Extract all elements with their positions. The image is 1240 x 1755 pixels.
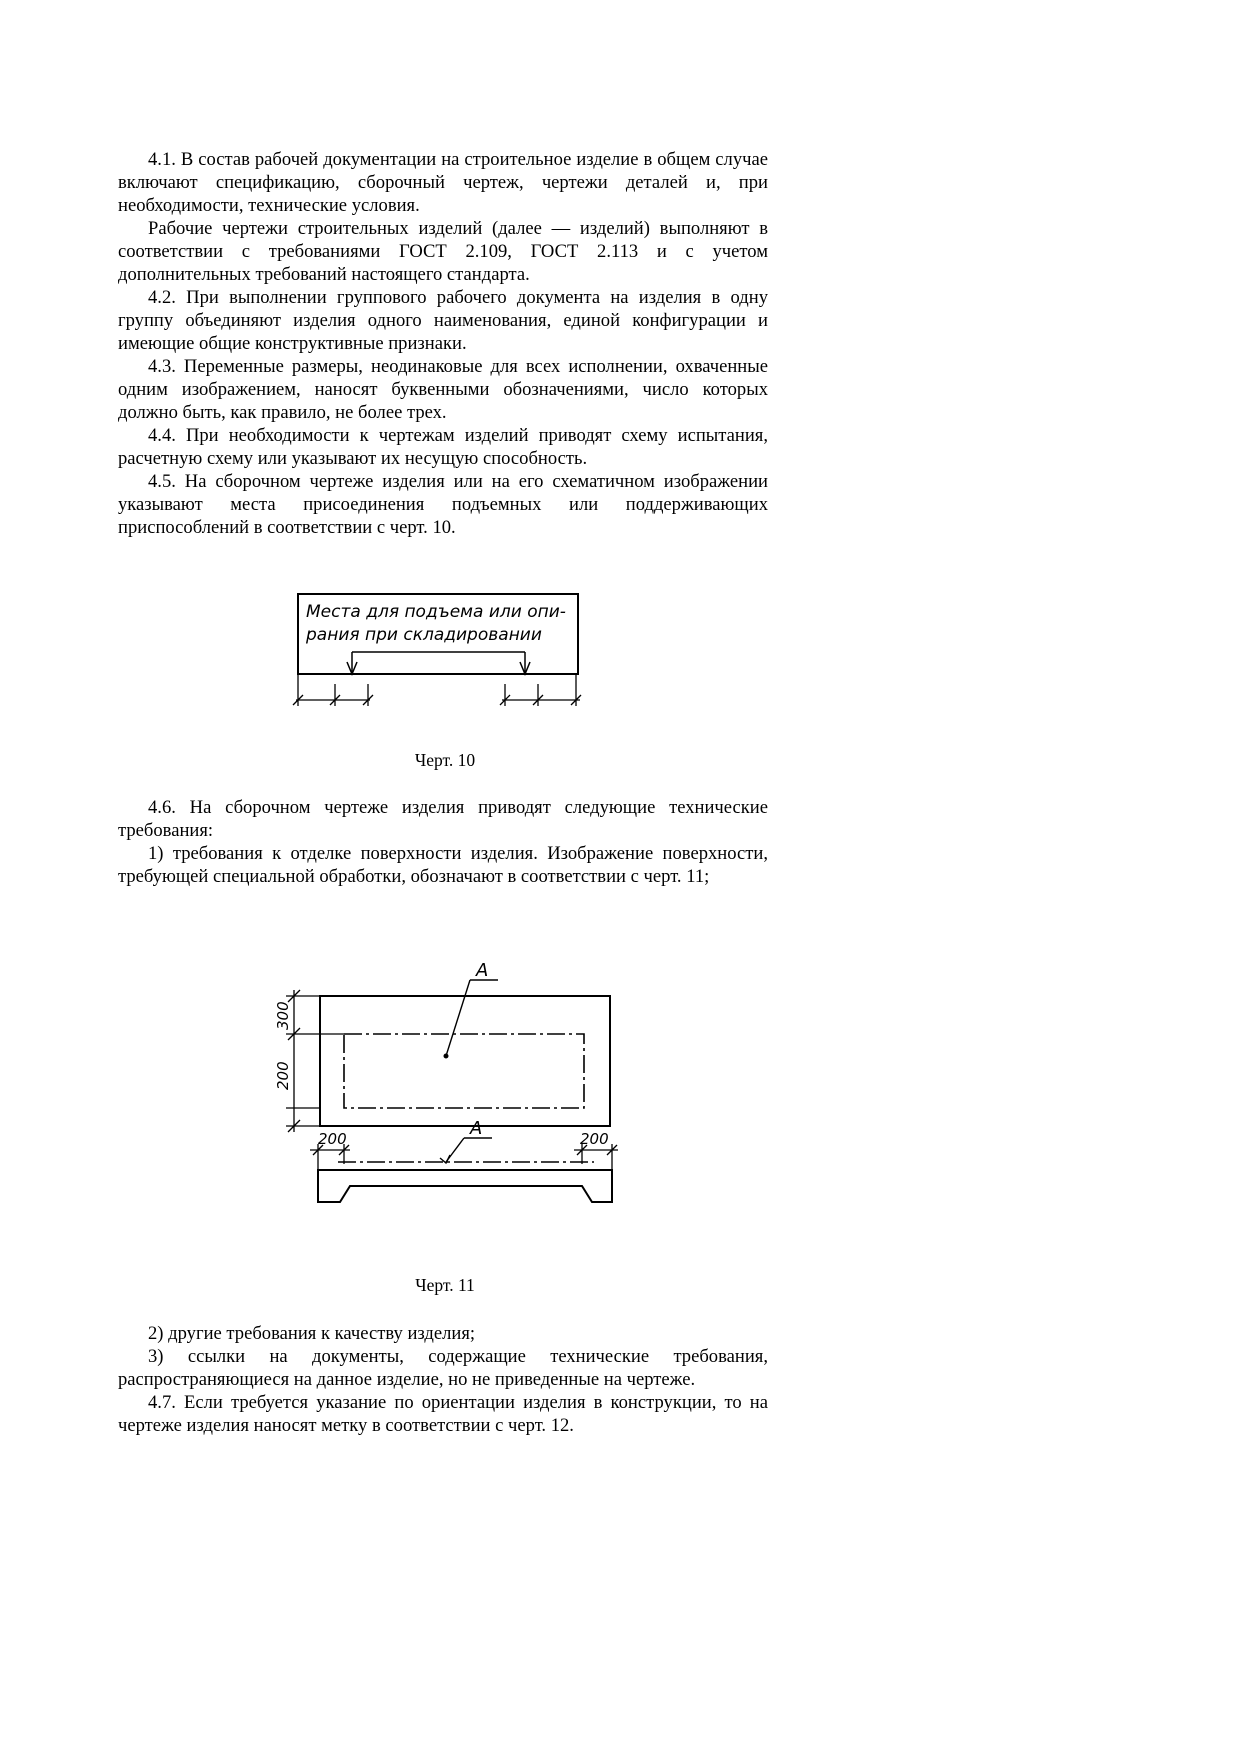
paragraph-working-drawings: Рабочие чертежи строительных изделий (далее — изделий) выполняют в соответствии с требованиями ГОСТ 2.109, ГОСТ 2.113 и с учетом дополнительных требований настоящего стандарта. (118, 218, 768, 285)
treated-area-outline (344, 1034, 584, 1108)
mark-a-plan: А (476, 960, 489, 981)
paragraph-requirement-1: 1) требования к отделке поверхности изделия. Изображение поверхности, требующей специальной обработки, обозначают в соответствии с черт. 11; (118, 843, 768, 887)
section-4-6-continued (118, 1322, 768, 1437)
paragraph-4-4: 4.4. При необходимости к чертежам изделий приводят схему испытания, расчетную схему или указывают их несущую способность. (118, 425, 768, 469)
section-4-6 (118, 796, 768, 888)
paragraph-4-2: 4.2. При выполнении группового рабочего документа на изделия в одну группу объединяют изделия одного наименования, единой конфигурации и имеющие общие конструктивные признаки. (118, 287, 768, 354)
leader-plan-dot (444, 1054, 448, 1058)
paragraph-requirement-3: 3) ссылки на документы, содержащие технические требования, распространяющиеся на данное изделие, но не приведенные на чертеже. (118, 1346, 768, 1390)
figure-10-label-2: рания при складировании (306, 625, 542, 645)
paragraph-4-7: 4.7. Если требуется указание по ориентации изделия в конструкции, то на чертеже изделия наносят метку в соответствии с черт. 12. (118, 1392, 768, 1436)
paragraph-4-1: 4.1. В состав рабочей документации на строительное изделие в общем случае включают спецификацию, сборочный чертеж, чертежи деталей и, при необходимости, технические условия. (118, 149, 768, 216)
dim-200-right: 200 (580, 1130, 609, 1148)
paragraph-4-3: 4.3. Переменные размеры, неодинаковые для всех исполнении, охваченные одним изображением, наносят буквенными обозначениями, число которых должно быть, как правило, не более трех. (118, 356, 768, 423)
mark-a-section: А (470, 1118, 483, 1139)
leader-plan (446, 980, 470, 1056)
paragraph-4-6: 4.6. На сборочном чертеже изделия приводят следующие технические требования: (118, 797, 768, 841)
figure-10-label-1: Места для подъема или опи- (306, 602, 566, 622)
section-dimensions (310, 1144, 618, 1170)
paragraph-requirement-2: 2) другие требования к качеству изделия; (148, 1323, 476, 1344)
vertical-dimensions (286, 990, 344, 1132)
paragraph-4-5: 4.5. На сборочном чертеже изделия или на его схематичном изображении указывают места присоединения подъемных или поддерживающих приспособлений в соответствии с черт. 10. (118, 471, 768, 538)
section-4-1-to-4-5 (118, 148, 768, 539)
figure-11-caption: Черт. 11 (415, 1275, 475, 1295)
plan-outline (320, 996, 610, 1126)
section-profile (318, 1170, 612, 1202)
figure-10-caption: Черт. 10 (414, 750, 476, 770)
dimension-ticks (293, 674, 581, 706)
figure-10-drawing (290, 590, 600, 725)
figure-11-drawing (270, 950, 630, 1255)
dim-200-vertical: 200 (274, 1061, 292, 1090)
dim-200-left: 200 (318, 1130, 347, 1148)
dim-300: 300 (274, 1001, 292, 1030)
